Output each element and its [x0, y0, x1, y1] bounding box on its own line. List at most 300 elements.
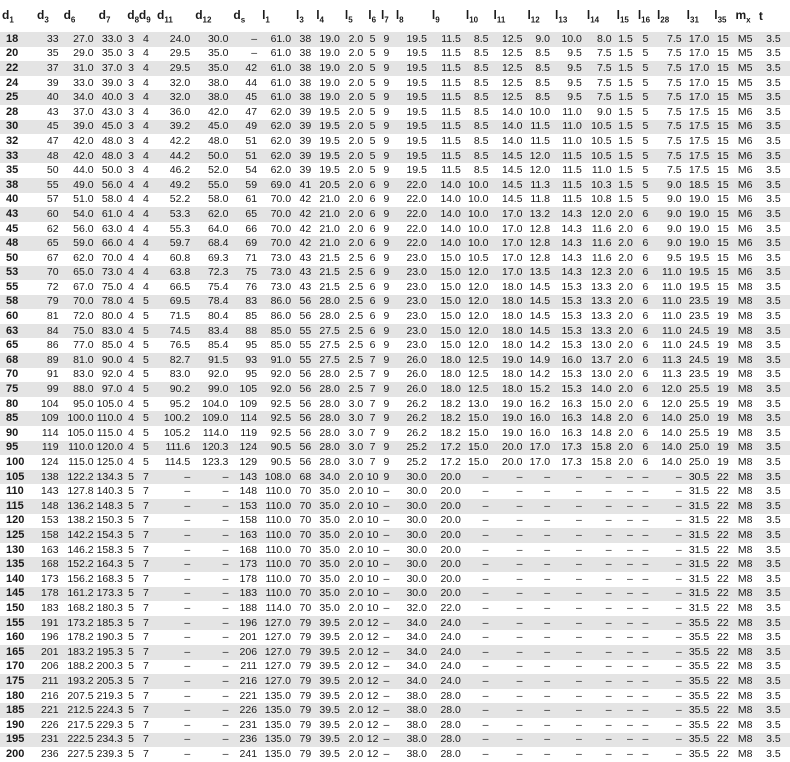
- cell-l16: 6: [642, 456, 649, 469]
- cell-d12: –: [222, 543, 229, 556]
- cell-l10: 10.0: [464, 178, 492, 193]
- cell-d1: 135: [0, 557, 35, 572]
- cell-d1: 80: [6, 397, 19, 410]
- cell-t: 3.5: [757, 441, 790, 456]
- cell-l31: 18.5: [685, 178, 713, 193]
- cell-l31: 17.5: [685, 149, 713, 164]
- cell-l11: 12.5: [491, 32, 525, 47]
- cell-l11: 12.5: [502, 47, 523, 60]
- table-row: [0, 426, 790, 441]
- cell-l13: –: [576, 747, 582, 760]
- cell-l9: 18.0: [440, 368, 461, 381]
- cell-l14: 11.6: [591, 222, 612, 235]
- cell-d1: 58: [0, 295, 35, 310]
- cell-l13: –: [553, 733, 585, 748]
- cell-d9: 5: [143, 310, 149, 323]
- cell-d6: 67.0: [73, 280, 94, 293]
- table-row: [0, 120, 790, 135]
- cell-ds: 95: [245, 339, 258, 352]
- cell-l1: 135.0: [264, 747, 292, 760]
- cell-d1: 200: [6, 747, 25, 760]
- cell-l8: 38.0: [394, 703, 430, 718]
- cell-mx: M8: [733, 733, 756, 748]
- cell-d7: 164.3: [97, 557, 126, 572]
- cell-d9: 7: [143, 718, 149, 731]
- cell-l15: 2.0: [618, 456, 633, 469]
- cell-d9: 4: [143, 193, 149, 206]
- cell-l9: 18.0: [430, 382, 464, 397]
- column-symbol: m: [735, 7, 747, 22]
- cell-ds: 88: [231, 324, 260, 339]
- cell-l11: –: [516, 631, 523, 644]
- cell-d9: 5: [143, 426, 149, 439]
- table-row: [0, 324, 790, 339]
- cell-mx: M8: [737, 456, 753, 469]
- cell-l7: –: [379, 703, 394, 718]
- cell-l4: 39.5: [319, 689, 340, 702]
- cell-l8: 23.0: [406, 339, 427, 352]
- cell-d6: 33.0: [73, 76, 94, 89]
- cell-l12: –: [525, 645, 553, 660]
- cell-l4: 35.0: [319, 514, 340, 527]
- cell-l9: 15.0: [440, 310, 461, 323]
- cell-l6: 6: [366, 178, 379, 193]
- cell-l11: 18.0: [491, 295, 525, 310]
- cell-l13: 9.5: [553, 90, 585, 105]
- cell-l3: 38: [294, 61, 314, 76]
- cell-l7: –: [379, 616, 394, 631]
- cell-l28: 12.0: [661, 397, 682, 410]
- cell-l12: 14.5: [529, 280, 551, 293]
- cell-d6: 193.2: [62, 674, 97, 689]
- cell-l1: 135.0: [264, 718, 292, 731]
- cell-l35: 19: [712, 353, 733, 368]
- cell-d12: 75.4: [207, 280, 229, 293]
- cell-l3: 56: [299, 397, 312, 410]
- cell-l7: 9: [383, 134, 390, 147]
- cell-l16: 6: [642, 339, 649, 352]
- cell-d9: 7: [143, 689, 149, 702]
- cell-d7: 97.0: [97, 382, 126, 397]
- cell-d1: 63: [0, 324, 35, 339]
- cell-l4: 19.0: [314, 90, 343, 105]
- cell-l12: 12.8: [529, 222, 551, 235]
- cell-l28: 7.5: [667, 47, 682, 60]
- cell-l13: 11.5: [553, 149, 585, 164]
- cell-l9: 11.5: [430, 61, 464, 76]
- cell-d3: 226: [41, 718, 59, 731]
- cell-d7: 66.0: [97, 236, 126, 251]
- cell-l4: 21.5: [314, 266, 343, 281]
- cell-mx: M8: [737, 689, 753, 702]
- cell-l7: –: [379, 499, 394, 514]
- cell-d9: 7: [137, 703, 155, 718]
- cell-l31: 31.5: [685, 557, 713, 572]
- cell-l3: 56: [299, 456, 312, 469]
- cell-t: 3.5: [766, 485, 781, 498]
- column-subscript: 5: [348, 15, 353, 25]
- cell-d6: 51.0: [73, 193, 94, 206]
- table-row: [0, 674, 790, 689]
- cell-d7: 43.0: [101, 105, 123, 118]
- cell-l3: 79: [299, 747, 312, 760]
- cell-l12: 14.2: [529, 368, 551, 381]
- cell-l11: 14.0: [502, 105, 523, 118]
- cell-d1: 70: [6, 368, 19, 381]
- cell-l3: 70: [299, 543, 312, 556]
- cell-d11: 90.2: [155, 382, 193, 397]
- cell-ds: 216: [231, 674, 260, 689]
- cell-t: 3.5: [766, 280, 781, 293]
- cell-mx: M8: [737, 368, 753, 381]
- cell-l28: 9.0: [655, 178, 685, 193]
- cell-l31: 19.5: [688, 280, 710, 293]
- cell-d3: 109: [35, 411, 62, 426]
- cell-l15: –: [626, 689, 633, 702]
- cell-l5: 3.0: [348, 397, 364, 410]
- cell-d8: 5: [125, 587, 137, 602]
- cell-l5: 2.0: [348, 543, 364, 556]
- cell-mx: M8: [737, 572, 753, 585]
- cell-l9: 28.0: [430, 733, 464, 748]
- cell-ds: 114: [231, 411, 260, 426]
- cell-d3: 72: [46, 280, 59, 293]
- cell-d12: 30.0: [193, 32, 231, 47]
- cell-l1: 92.5: [260, 411, 294, 426]
- cell-l11: –: [516, 514, 523, 527]
- cell-d9: 4: [137, 90, 155, 105]
- cell-mx: M6: [733, 178, 756, 193]
- column-symbol: d: [138, 7, 147, 22]
- cell-d11: –: [184, 514, 191, 527]
- cell-l10: 8.5: [464, 61, 492, 76]
- cell-l11: 18.0: [502, 368, 523, 381]
- column-subscript: 1: [265, 15, 270, 25]
- cell-t: 3.5: [766, 601, 781, 614]
- cell-ds: 236: [231, 733, 260, 748]
- cell-l10: 15.0: [468, 426, 489, 439]
- cell-d7: 90.0: [97, 353, 126, 368]
- cell-d12: 83.4: [193, 324, 231, 339]
- cell-d3: 55: [35, 178, 62, 193]
- cell-l16: 5: [636, 178, 655, 193]
- cell-ds: 226: [231, 703, 260, 718]
- cell-d1: 60: [6, 310, 19, 323]
- cell-d9: 7: [137, 470, 155, 485]
- cell-l16: –: [636, 645, 655, 660]
- column-header-l5: [343, 0, 366, 32]
- cell-l10: –: [464, 645, 492, 660]
- cell-d1: 43: [0, 207, 35, 222]
- cell-l7: 9: [383, 339, 390, 352]
- cell-l4: 39.5: [314, 674, 343, 689]
- cell-l31: 25.5: [688, 397, 710, 410]
- cell-l4: 19.5: [319, 105, 340, 118]
- cell-l6: 12: [366, 733, 379, 746]
- cell-l1: 127.0: [260, 674, 294, 689]
- cell-t: 3.5: [757, 587, 790, 602]
- cell-d7: 39.0: [101, 76, 123, 89]
- cell-l15: –: [626, 747, 633, 760]
- cell-l5: 2.0: [348, 47, 364, 60]
- cell-l6: 6: [366, 324, 379, 339]
- cell-l10: –: [482, 718, 489, 731]
- cell-l14: –: [605, 514, 612, 527]
- cell-d9: 4: [143, 105, 149, 118]
- cell-d7: 234.3: [97, 733, 126, 748]
- cell-l12: –: [525, 616, 553, 631]
- cell-l15: 2.0: [618, 368, 633, 381]
- cell-l1: 70.0: [270, 193, 292, 206]
- cell-l15: –: [626, 543, 633, 556]
- cell-l15: 2.0: [618, 426, 633, 439]
- cell-l5: 2.0: [343, 616, 366, 631]
- cell-l6: 6: [369, 310, 376, 323]
- cell-l15: 1.5: [618, 105, 633, 118]
- cell-l4: 21.0: [314, 236, 343, 251]
- cell-ds: 124: [231, 441, 260, 456]
- cell-l14: 10.5: [591, 134, 612, 147]
- cell-d11: 63.8: [155, 266, 193, 281]
- cell-l15: –: [615, 499, 636, 514]
- cell-l15: –: [615, 470, 636, 485]
- table-row: [0, 207, 790, 222]
- cell-d8: 5: [128, 514, 134, 527]
- cell-l7: 9: [383, 222, 390, 235]
- cell-l12: 15.2: [525, 382, 553, 397]
- cell-mx: M6: [737, 134, 753, 147]
- cell-d11: –: [155, 528, 193, 543]
- cell-t: 3.5: [766, 310, 781, 323]
- cell-l6: 5: [366, 61, 379, 76]
- cell-l11: 12.5: [491, 90, 525, 105]
- cell-d9: 4: [143, 164, 149, 177]
- cell-l9: 15.0: [440, 251, 461, 264]
- cell-l11: 18.0: [491, 382, 525, 397]
- table-row: [0, 251, 790, 266]
- cell-l4: 35.0: [319, 543, 340, 556]
- cell-d12: –: [222, 572, 229, 585]
- cell-l9: 15.0: [430, 324, 464, 339]
- cell-l8: 23.0: [394, 266, 430, 281]
- cell-d3: 163: [41, 543, 59, 556]
- cell-l14: 8.0: [585, 32, 615, 47]
- cell-l7: 9: [379, 411, 394, 426]
- cell-d11: –: [184, 689, 191, 702]
- cell-l4: 35.0: [314, 587, 343, 602]
- cell-l6: 6: [369, 280, 376, 293]
- cell-l13: 15.3: [561, 339, 582, 352]
- cell-t: 3.5: [757, 178, 790, 193]
- cell-l9: 11.5: [430, 120, 464, 135]
- cell-l31: 17.5: [688, 134, 710, 147]
- cell-d1: 38: [0, 178, 35, 193]
- cell-l6: 5: [369, 47, 376, 60]
- cell-l14: 15.8: [585, 441, 615, 456]
- cell-l11: 14.0: [491, 120, 525, 135]
- cell-l4: 28.0: [319, 310, 340, 323]
- cell-l15: –: [615, 703, 636, 718]
- cell-l8: 30.0: [394, 470, 430, 485]
- cell-l5: 2.0: [348, 747, 364, 760]
- cell-l14: 13.0: [591, 368, 612, 381]
- cell-t: 3.5: [766, 47, 781, 60]
- cell-l35: 15: [717, 134, 729, 147]
- cell-d7: 190.3: [96, 631, 123, 644]
- cell-l35: 19: [717, 397, 729, 410]
- cell-l10: –: [482, 572, 489, 585]
- cell-l6: 5: [366, 149, 379, 164]
- cell-l31: 31.5: [685, 587, 713, 602]
- column-symbol: l: [344, 7, 349, 22]
- cell-l16: 6: [636, 324, 655, 339]
- cell-l10: –: [482, 543, 489, 556]
- cell-l4: 35.0: [314, 557, 343, 572]
- cell-mx: M8: [737, 631, 753, 644]
- cell-l8: 32.0: [406, 601, 427, 614]
- cell-l6: 6: [369, 251, 376, 264]
- cell-mx: M8: [737, 747, 753, 760]
- cell-l10: 10.0: [468, 222, 489, 235]
- cell-l16: –: [642, 660, 649, 673]
- cell-d6: 207.5: [67, 689, 94, 702]
- cell-l15: 1.5: [618, 47, 633, 60]
- cell-d3: 114: [41, 426, 59, 439]
- cell-d7: 140.3: [96, 485, 123, 498]
- cell-d11: 39.2: [155, 120, 193, 135]
- cell-l28: 12.0: [655, 382, 685, 397]
- cell-d6: 77.0: [73, 339, 94, 352]
- cell-l8: 30.0: [406, 485, 427, 498]
- cell-d12: 104.0: [202, 397, 229, 410]
- cell-l12: –: [525, 703, 553, 718]
- cell-d11: –: [184, 718, 191, 731]
- cell-l14: 10.5: [585, 149, 615, 164]
- column-symbol: l: [714, 7, 718, 22]
- cell-l5: 2.0: [348, 689, 364, 702]
- cell-l28: –: [655, 674, 685, 689]
- cell-l3: 56: [294, 441, 314, 456]
- cell-d6: 100.0: [62, 411, 97, 426]
- cell-mx: M8: [733, 324, 756, 339]
- cell-l16: –: [636, 674, 655, 689]
- cell-d7: 173.3: [97, 587, 126, 602]
- cell-l12: 11.3: [525, 178, 553, 193]
- cell-l4: 39.5: [319, 747, 340, 760]
- cell-d12: 99.0: [193, 382, 231, 397]
- cell-d1: 175: [0, 674, 35, 689]
- cell-l9: 11.5: [441, 164, 461, 177]
- cell-l28: –: [675, 543, 682, 556]
- cell-l4: 20.5: [314, 178, 343, 193]
- cell-l5: 3.0: [343, 441, 366, 456]
- cell-l4: 27.5: [314, 324, 343, 339]
- cell-l13: 9.5: [567, 76, 582, 89]
- cell-l14: 7.5: [585, 61, 615, 76]
- cell-l28: 14.0: [655, 441, 685, 456]
- cell-l14: 12.0: [585, 207, 615, 222]
- cell-l14: 14.8: [591, 426, 612, 439]
- cell-l28: 11.0: [655, 295, 685, 310]
- cell-l4: 35.0: [319, 485, 340, 498]
- cell-l3: 79: [294, 733, 314, 748]
- cell-mx: M8: [733, 528, 756, 543]
- cell-l5: 2.0: [348, 134, 364, 147]
- cell-l7: –: [379, 645, 394, 660]
- cell-d8: 5: [125, 470, 137, 485]
- cell-d8: 4: [128, 368, 134, 381]
- cell-l7: –: [383, 572, 390, 585]
- cell-l5: 2.5: [348, 251, 364, 264]
- cell-d8: 5: [125, 528, 137, 543]
- cell-l6: 6: [369, 222, 376, 235]
- cell-d7: 92.0: [101, 368, 123, 381]
- cell-d1: 75: [0, 382, 35, 397]
- cell-l3: 70: [299, 514, 312, 527]
- cell-l8: 38.0: [406, 718, 427, 731]
- cell-l12: –: [544, 543, 551, 556]
- cell-d11: –: [184, 543, 191, 556]
- cell-l35: 22: [717, 485, 729, 498]
- cell-d3: 216: [41, 689, 59, 702]
- cell-d9: 4: [137, 120, 155, 135]
- cell-l3: 79: [294, 616, 314, 631]
- column-subscript: 3: [44, 15, 49, 25]
- table-row: [0, 32, 790, 47]
- cell-d12: 38.0: [193, 90, 231, 105]
- cell-d1: 45: [6, 222, 19, 235]
- cell-d3: 91: [46, 368, 59, 381]
- column-subscript: 14: [590, 15, 600, 25]
- cell-l4: 21.5: [319, 251, 340, 264]
- cell-l13: 14.3: [553, 207, 585, 222]
- cell-l28: 7.5: [655, 120, 685, 135]
- cell-l9: 17.2: [430, 441, 464, 456]
- cell-l12: 14.2: [529, 339, 551, 352]
- cell-l31: 31.5: [688, 514, 710, 527]
- cell-l16: –: [636, 587, 655, 602]
- cell-d7: 63.0: [101, 222, 123, 235]
- cell-l3: 55: [294, 353, 314, 368]
- cell-l10: 12.0: [464, 324, 492, 339]
- cell-l15: 2.0: [615, 411, 636, 426]
- cell-l14: 11.0: [591, 164, 612, 177]
- cell-l31: 19.0: [685, 207, 713, 222]
- cell-l1: 110.0: [260, 587, 294, 602]
- cell-l11: –: [516, 543, 523, 556]
- cell-d7: 45.0: [97, 120, 126, 135]
- table-row: [0, 266, 790, 281]
- cell-l8: 26.2: [406, 426, 427, 439]
- cell-l10: –: [464, 733, 492, 748]
- cell-d8: 3: [125, 120, 137, 135]
- cell-l8: 30.0: [394, 557, 430, 572]
- cell-mx: M5: [733, 90, 756, 105]
- cell-l6: 7: [366, 382, 379, 397]
- cell-l1: 92.0: [270, 368, 292, 381]
- cell-l35: 22: [717, 572, 729, 585]
- cell-d8: 5: [125, 645, 137, 660]
- cell-l6: 5: [366, 120, 379, 135]
- cell-l31: 19.5: [685, 266, 713, 281]
- cell-l31: 17.0: [688, 76, 710, 89]
- cell-d6: 29.0: [73, 47, 94, 60]
- cell-d8: 3: [125, 149, 137, 164]
- cell-d11: –: [155, 645, 193, 660]
- cell-l13: 11.0: [553, 120, 585, 135]
- table-row: [0, 557, 790, 572]
- cell-l13: –: [553, 528, 585, 543]
